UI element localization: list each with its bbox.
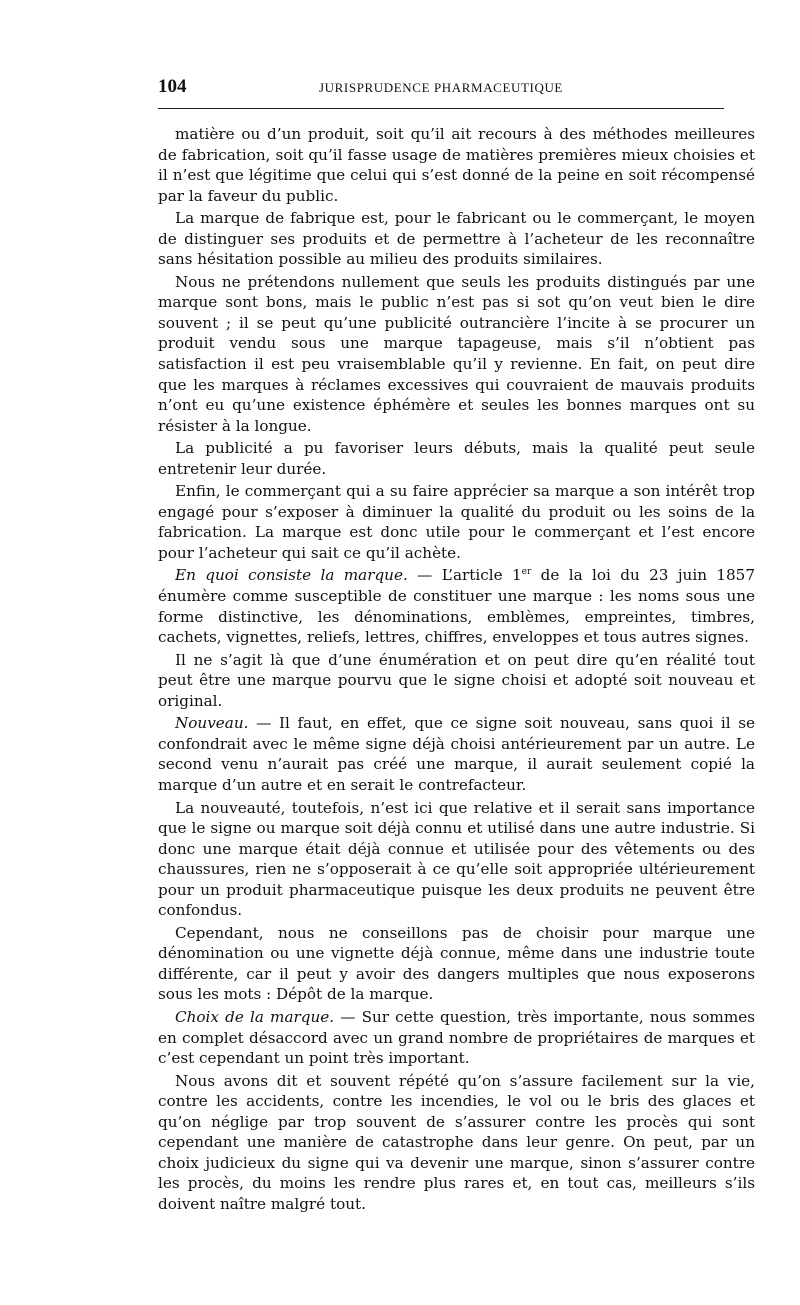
paragraph [158,713,755,795]
paragraph: Nous ne prétendons nullement que seuls les produits distingués par une marque sont bons, mais le public n’est pas si sot qu’on veut bien le dire souvent ; il se peut qu’une publicité outrancière l’incite à se procurer un produit vendu sous une marque tapageuse, mais s’il n’obtient pas satisfaction il est peu vraisemblable qu’il y revienne. En fait, on peut dire que les marques à réclames excessives qui couvraient de mauvais produits n’ont eu qu’une existence éphémère et seules les bonnes marques ont su résister à la longue. [158,272,755,435]
paragraph: La marque de fabrique est, pour le fabricant ou le commerçant, le moyen de distinguer ses produits et de permettre à l’acheteur de les reconnaître sans hésitation possible au milieu des produits similaires. [158,209,755,269]
section-lead: Nouveau. [175,714,249,733]
paragraph: La nouveauté, toutefois, n’est ici que relative et il serait sans importance que le signe ou marque soit déjà connu et utilisé dans une autre industrie. Si donc une marque était déjà connue et utilisée pour des vêtements ou des chaussures, rien ne s’opposerait à ce qu’elle soit appropriée ultérieurement pour un produit pharmaceutique puisque les deux produits ne peuvent être confondus. [158,798,755,920]
page-number: 104 [158,76,187,97]
paragraph: Cependant, nous ne conseillons pas de choisir pour marque une dénomination ou une vignette déjà connue, même dans une industrie toute différente, car il peut y avoir des dangers multiples que nous exposerons sous les mots : Dépôt de la marque. [158,923,755,1004]
paragraph-text: de la loi du 23 juin 1857 énumère comme susceptible de constituer une marque : les noms sous une forme distinctive, les dénominations, emblèmes, empreintes, timbres, cachets, vignettes, reliefs, lettres, chiffres, enveloppes et tous autres signes. [158,566,755,647]
paragraph: La publicité a pu favoriser leurs débuts, mais la qualité peut seule entretenir leur durée. [158,439,755,478]
page-header [158,76,724,98]
paragraph-text: — Sur cette question, très importante, nous sommes en complet désaccord avec un grand nombre de propriétaires de marques et c’est cependant un point très important. [158,1007,755,1068]
superscript: er [521,567,532,578]
paragraph-text: — L’article 1 [407,566,522,585]
running-title: JURISPRUDENCE PHARMACEUTIQUE [319,80,563,95]
paragraph: Enfin, le commerçant qui a su faire apprécier sa marque a son intérêt trop engagé pour s’exposer à diminuer la qualité du produit ou les soins de la fabrication. La marque est donc utile pour le commerçant et l’est encore pour l’acheteur qui sait ce qu’il achète. [158,482,755,562]
paragraph [158,565,755,647]
paragraph: matière ou d’un produit, soit qu’il ait recours à des méthodes meilleures de fabrication, soit qu’il fasse usage de matières premières mieux choisies et il n’est que légitime que celui qui s’est donné de la peine en soit récompensé par la faveur du public. [158,125,755,205]
header-rule [158,108,724,109]
paragraph: Nous avons dit et souvent répété qu’on s’assure facilement sur la vie, contre les accidents, contre les incendies, le vol ou le bris des glaces et qu’on néglige par trop souvent de s’assurer contre les procès qui sont cependant une manière de catastrophe dans leur genre. On peut, par un choix judicieux du signe qui va devenir une marque, sinon s’assurer contre les procès, du moins les rendre plus rares et, en tout cas, meilleurs s’ils doivent naître malgré tout. [158,1071,755,1213]
section-lead: En quoi consiste la marque. [175,566,408,585]
paragraph: Il ne s’agit là que d’une énumération et on peut dire qu’en réalité tout peut être une marque pourvu que le signe choisi et adopté soit nouveau et original. [158,650,755,710]
paragraph [158,1007,755,1069]
section-lead: Choix de la marque. [175,1007,335,1026]
body-text [158,124,755,1216]
paragraph-text: — Il faut, en effet, que ce signe soit nouveau, sans quoi il se confondrait avec le même signe déjà choisi antérieurement par un autre. Le second venu n’aurait pas créé une marque, il aurait seulement copié la marque d’un autre et en serait le contrefacteur. [158,714,755,794]
